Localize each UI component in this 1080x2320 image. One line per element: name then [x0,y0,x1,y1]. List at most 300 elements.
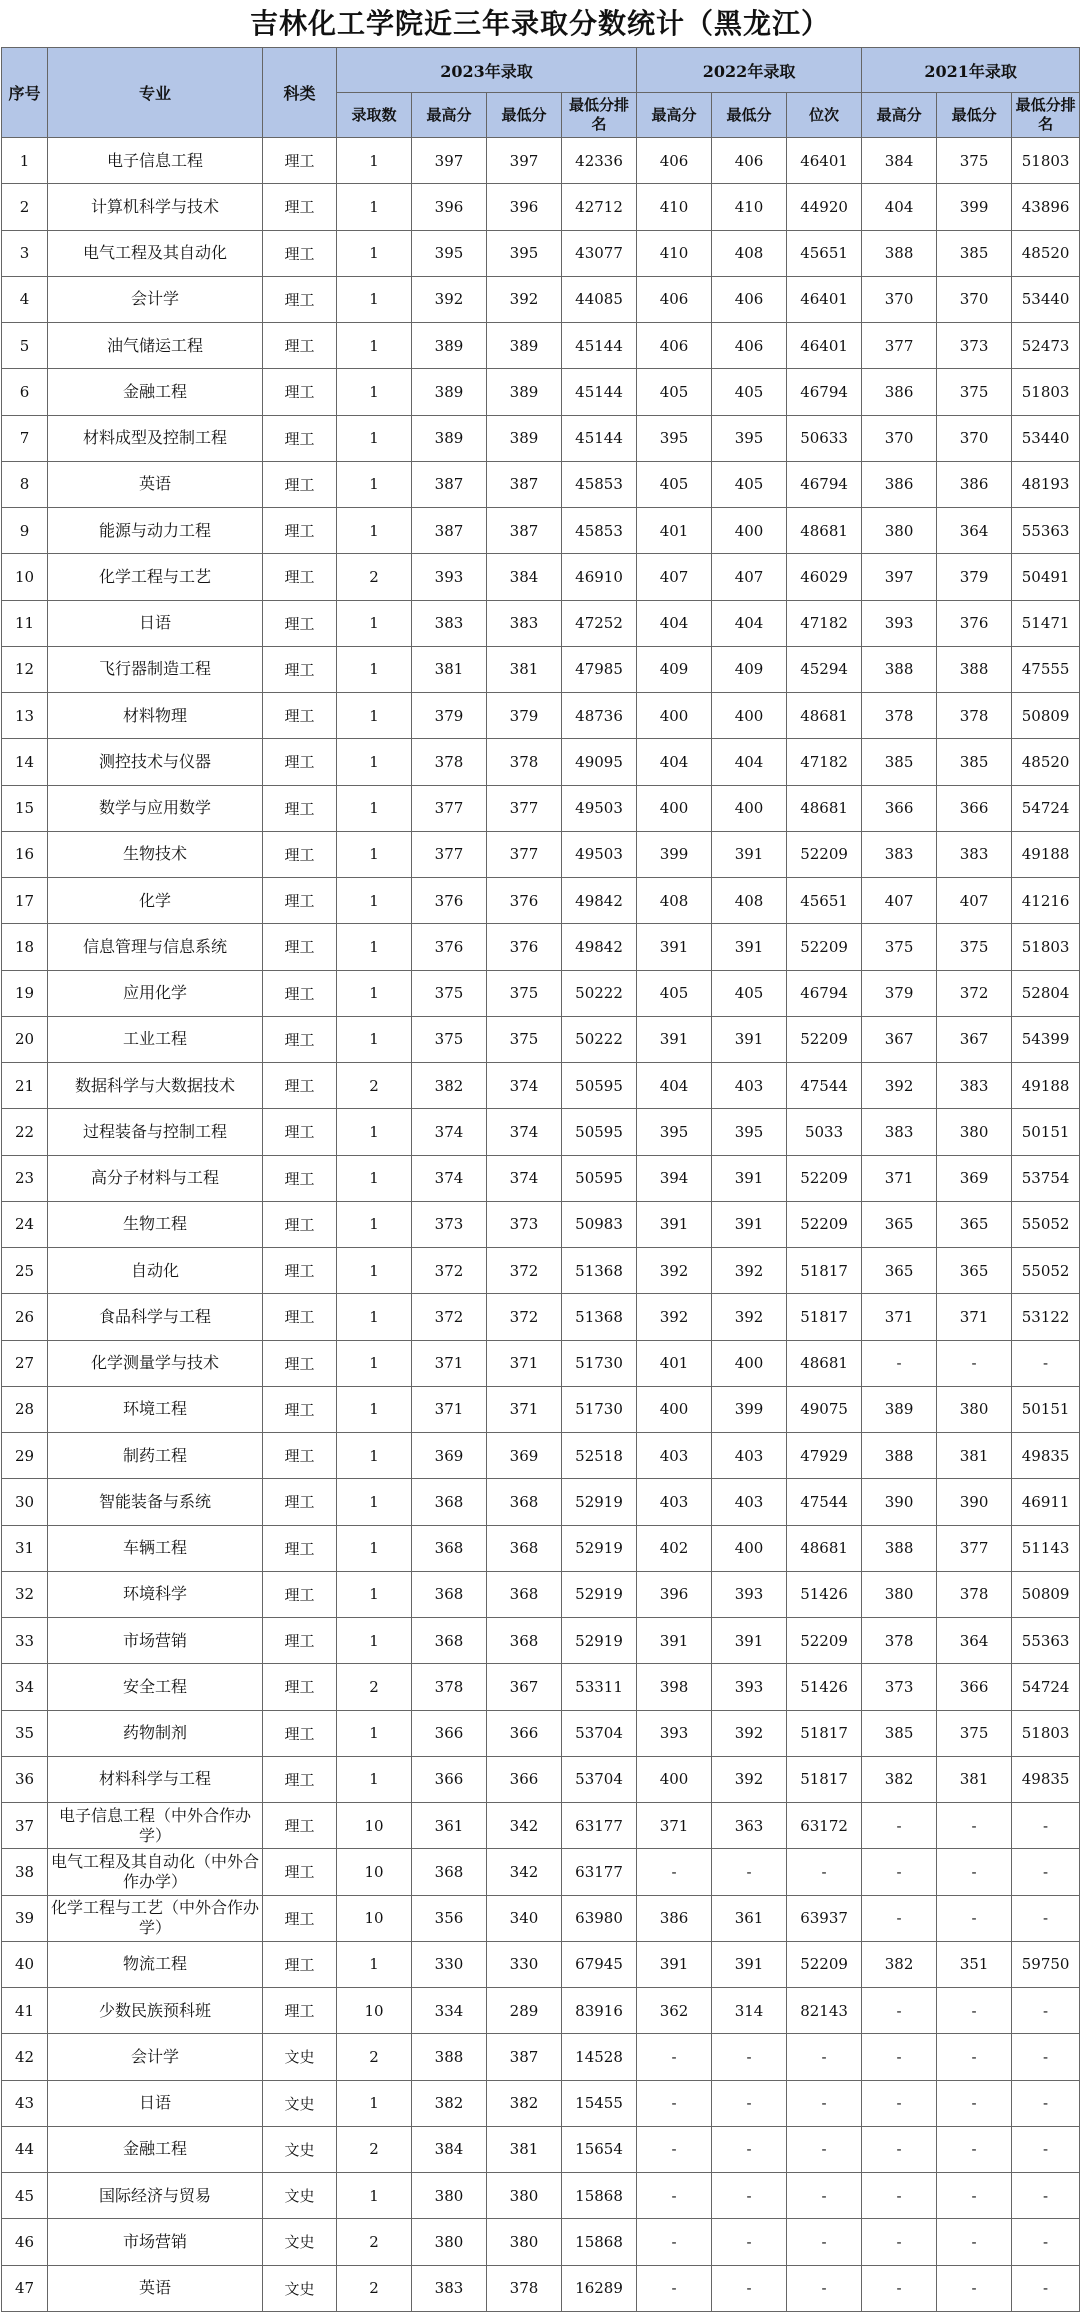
cell-2021-max: - [862,2126,937,2172]
cell-2023-count: 1 [337,1294,412,1340]
cell-2023-rank: 63980 [562,1895,637,1941]
cell-2022-rank: 51817 [787,1294,862,1340]
cell-2023-max: 375 [412,970,487,1016]
cell-2022-max: 391 [637,1941,712,1987]
cell-2023-count: 1 [337,1433,412,1479]
cell-category: 理工 [263,1201,337,1247]
cell-2021-rank: 53440 [1012,276,1080,322]
cell-2022-rank: 52209 [787,1155,862,1201]
cell-2023-max: 378 [412,1664,487,1710]
cell-2021-rank: - [1012,2173,1080,2219]
cell-2022-max: 410 [637,184,712,230]
cell-2023-max: 374 [412,1155,487,1201]
cell-2021-rank: 50809 [1012,1571,1080,1617]
cell-major: 数学与应用数学 [48,785,263,831]
cell-2021-max: 366 [862,785,937,831]
cell-2022-min: 400 [712,508,787,554]
cell-2021-max: 365 [862,1201,937,1247]
cell-2023-min: 379 [487,693,562,739]
cell-2022-rank: 51817 [787,1248,862,1294]
cell-2023-rank: 42336 [562,138,637,184]
cell-2023-min: 389 [487,369,562,415]
cell-2023-min: 375 [487,970,562,1016]
cell-2023-rank: 47985 [562,646,637,692]
cell-2022-min: 395 [712,1109,787,1155]
cell-major: 车辆工程 [48,1525,263,1571]
cell-2021-max: 397 [862,554,937,600]
cell-2023-count: 1 [337,1479,412,1525]
cell-category: 理工 [263,1294,337,1340]
cell-2021-min: 378 [937,1571,1012,1617]
cell-2021-min: - [937,1988,1012,2034]
cell-2021-min: - [937,2126,1012,2172]
cell-category: 理工 [263,508,337,554]
cell-seq: 33 [2,1618,48,1664]
table-row [2,323,1080,369]
cell-2021-rank: 55052 [1012,1248,1080,1294]
cell-major: 测控技术与仪器 [48,739,263,785]
cell-2022-rank: 46401 [787,323,862,369]
cell-2023-count: 1 [337,1155,412,1201]
cell-2022-max: 398 [637,1664,712,1710]
cell-2022-rank: 46401 [787,276,862,322]
cell-2021-max: 367 [862,1016,937,1062]
cell-2022-rank: 47182 [787,739,862,785]
cell-2023-rank: 52518 [562,1433,637,1479]
cell-2023-max: 380 [412,2219,487,2265]
cell-2021-min: - [937,2219,1012,2265]
cell-2023-max: 372 [412,1248,487,1294]
cell-2021-min: - [937,2034,1012,2080]
cell-2023-min: 372 [487,1248,562,1294]
cell-2023-max: 369 [412,1433,487,1479]
cell-seq: 18 [2,924,48,970]
cell-major: 数据科学与大数据技术 [48,1063,263,1109]
cell-2021-max: 386 [862,369,937,415]
table-row [2,1248,1080,1294]
cell-2022-min: - [712,2034,787,2080]
cell-category: 理工 [263,1386,337,1432]
cell-seq: 27 [2,1340,48,1386]
cell-2022-min: 405 [712,369,787,415]
cell-2023-min: 374 [487,1155,562,1201]
cell-2022-max: 407 [637,554,712,600]
cell-2022-min: 406 [712,138,787,184]
cell-2023-min: 371 [487,1386,562,1432]
cell-2021-max: - [862,2173,937,2219]
cell-2021-rank: 55363 [1012,1618,1080,1664]
cell-2022-min: 314 [712,1988,787,2034]
cell-2023-min: 366 [487,1710,562,1756]
cell-category: 理工 [263,924,337,970]
cell-2021-max: 371 [862,1155,937,1201]
cell-2022-min: 391 [712,831,787,877]
cell-2022-min: - [712,1849,787,1895]
cell-2021-max: - [862,1988,937,2034]
cell-2022-rank: 63937 [787,1895,862,1941]
cell-category: 理工 [263,646,337,692]
cell-2021-rank: 50491 [1012,554,1080,600]
cell-2023-count: 1 [337,1941,412,1987]
cell-2021-min: 376 [937,600,1012,646]
cell-2023-min: 368 [487,1571,562,1617]
cell-2022-max: 391 [637,924,712,970]
cell-2021-rank: 41216 [1012,878,1080,924]
cell-seq: 31 [2,1525,48,1571]
cell-2023-rank: 52919 [562,1525,637,1571]
cell-2022-max: 402 [637,1525,712,1571]
cell-2021-rank: 55363 [1012,508,1080,554]
cell-2021-max: 378 [862,1618,937,1664]
cell-category: 理工 [263,1479,337,1525]
cell-2023-rank: 51368 [562,1294,637,1340]
cell-category: 理工 [263,369,337,415]
cell-2021-rank: 53440 [1012,415,1080,461]
cell-2021-min: 375 [937,369,1012,415]
cell-seq: 34 [2,1664,48,1710]
header-2021-rank: 最低分排名 [1012,93,1080,138]
cell-major: 日语 [48,2080,263,2126]
cell-2023-count: 1 [337,924,412,970]
cell-2021-min: 375 [937,1710,1012,1756]
cell-2023-min: 382 [487,2080,562,2126]
cell-2022-min: - [712,2173,787,2219]
cell-2022-rank: 52209 [787,831,862,877]
cell-seq: 45 [2,2173,48,2219]
cell-2021-rank: 59750 [1012,1941,1080,1987]
cell-2021-max: 384 [862,138,937,184]
cell-2021-min: 383 [937,831,1012,877]
cell-2022-min: 403 [712,1063,787,1109]
table-row [2,600,1080,646]
cell-2023-rank: 15868 [562,2173,637,2219]
cell-2022-max: - [637,2034,712,2080]
cell-2022-min: 391 [712,1941,787,1987]
cell-2022-max: 394 [637,1155,712,1201]
cell-2023-count: 1 [337,1571,412,1617]
cell-major: 会计学 [48,276,263,322]
cell-2022-max: 399 [637,831,712,877]
cell-category: 理工 [263,785,337,831]
cell-seq: 5 [2,323,48,369]
cell-2021-rank: 55052 [1012,1201,1080,1247]
cell-2023-count: 1 [337,831,412,877]
header-2022-min: 最低分 [712,93,787,138]
cell-major: 应用化学 [48,970,263,1016]
cell-2023-min: 392 [487,276,562,322]
cell-2022-min: 407 [712,554,787,600]
cell-2022-min: 404 [712,739,787,785]
cell-2022-max: 386 [637,1895,712,1941]
cell-2022-max: 403 [637,1433,712,1479]
cell-2021-max: - [862,2080,937,2126]
cell-2021-rank: 50151 [1012,1386,1080,1432]
cell-2021-rank: 51143 [1012,1525,1080,1571]
cell-2023-rank: 44085 [562,276,637,322]
cell-seq: 1 [2,138,48,184]
cell-2023-rank: 45144 [562,415,637,461]
cell-2021-max: - [862,1340,937,1386]
cell-2023-min: 368 [487,1479,562,1525]
cell-2021-rank: - [1012,1988,1080,2034]
table-row [2,1664,1080,1710]
cell-category: 理工 [263,184,337,230]
cell-2023-rank: 15868 [562,2219,637,2265]
cell-2021-max: 377 [862,323,937,369]
table-row [2,230,1080,276]
cell-2023-rank: 51730 [562,1340,637,1386]
cell-2023-rank: 83916 [562,1988,637,2034]
cell-category: 理工 [263,1895,337,1941]
cell-category: 理工 [263,1756,337,1802]
cell-2021-rank: 48520 [1012,739,1080,785]
cell-2023-count: 1 [337,2080,412,2126]
header-2023-rank: 最低分排名 [562,93,637,138]
cell-major: 物流工程 [48,1941,263,1987]
cell-2021-max: 379 [862,970,937,1016]
cell-2023-max: 356 [412,1895,487,1941]
cell-2021-min: 366 [937,785,1012,831]
cell-2023-min: 389 [487,323,562,369]
cell-2022-max: 406 [637,276,712,322]
cell-2021-max: 370 [862,415,937,461]
table-row [2,1294,1080,1340]
cell-seq: 24 [2,1201,48,1247]
cell-2021-max: 388 [862,1525,937,1571]
cell-2023-rank: 50983 [562,1201,637,1247]
cell-category: 理工 [263,1016,337,1062]
cell-2023-count: 1 [337,646,412,692]
cell-2023-min: 342 [487,1803,562,1849]
cell-2023-rank: 50595 [562,1109,637,1155]
cell-2021-min: 370 [937,276,1012,322]
header-2023-count: 录取数 [337,93,412,138]
cell-2023-rank: 43077 [562,230,637,276]
cell-2023-count: 1 [337,415,412,461]
cell-major: 市场营销 [48,2219,263,2265]
cell-major: 化学工程与工艺（中外合作办学） [48,1895,263,1941]
cell-2021-min: - [937,1849,1012,1895]
cell-2021-min: 390 [937,1479,1012,1525]
cell-2022-rank: 45651 [787,878,862,924]
cell-2023-rank: 15455 [562,2080,637,2126]
cell-2022-min: 403 [712,1433,787,1479]
header-2022: 2022年录取 [637,48,862,93]
cell-2021-min: 378 [937,693,1012,739]
cell-2023-rank: 14528 [562,2034,637,2080]
cell-major: 安全工程 [48,1664,263,1710]
cell-2023-rank: 50595 [562,1155,637,1201]
cell-major: 药物制剂 [48,1710,263,1756]
cell-2021-min: - [937,2080,1012,2126]
cell-2021-min: 365 [937,1248,1012,1294]
cell-2021-rank: 51803 [1012,1710,1080,1756]
cell-2021-rank: 51803 [1012,924,1080,970]
cell-category: 理工 [263,276,337,322]
cell-major: 生物技术 [48,831,263,877]
cell-2021-rank: - [1012,2080,1080,2126]
cell-2022-rank: 52209 [787,924,862,970]
cell-2021-max: 383 [862,1109,937,1155]
cell-2021-max: 388 [862,230,937,276]
cell-2021-min: 377 [937,1525,1012,1571]
cell-2021-max: 380 [862,1571,937,1617]
cell-2021-rank: 51803 [1012,369,1080,415]
cell-2021-rank: - [1012,1340,1080,1386]
cell-category: 理工 [263,693,337,739]
cell-2022-min: 392 [712,1294,787,1340]
cell-category: 文史 [263,2126,337,2172]
cell-2022-max: 392 [637,1248,712,1294]
cell-seq: 29 [2,1433,48,1479]
cell-2021-max: 389 [862,1386,937,1432]
cell-major: 工业工程 [48,1016,263,1062]
cell-category: 理工 [263,1803,337,1849]
cell-2023-min: 397 [487,138,562,184]
table-row [2,2126,1080,2172]
cell-category: 理工 [263,1988,337,2034]
cell-2022-max: 391 [637,1618,712,1664]
cell-2023-count: 1 [337,1525,412,1571]
table-row [2,878,1080,924]
cell-2021-min: 369 [937,1155,1012,1201]
cell-seq: 46 [2,2219,48,2265]
cell-major: 金融工程 [48,369,263,415]
cell-major: 电子信息工程（中外合作办学） [48,1803,263,1849]
cell-2023-count: 1 [337,138,412,184]
cell-category: 理工 [263,1849,337,1895]
table-row [2,1710,1080,1756]
cell-major: 高分子材料与工程 [48,1155,263,1201]
cell-2022-min: 395 [712,415,787,461]
cell-major: 能源与动力工程 [48,508,263,554]
cell-2023-min: 376 [487,924,562,970]
cell-2023-max: 393 [412,554,487,600]
cell-major: 电气工程及其自动化（中外合作办学） [48,1849,263,1895]
cell-2021-rank: 54399 [1012,1016,1080,1062]
cell-major: 计算机科学与技术 [48,184,263,230]
cell-major: 金融工程 [48,2126,263,2172]
cell-2022-max: 371 [637,1803,712,1849]
table-header [2,48,1080,138]
cell-2023-count: 1 [337,1618,412,1664]
cell-2021-min: 383 [937,1063,1012,1109]
cell-seq: 42 [2,2034,48,2080]
table-row [2,184,1080,230]
cell-2023-rank: 15654 [562,2126,637,2172]
cell-category: 理工 [263,1433,337,1479]
cell-2023-min: 368 [487,1525,562,1571]
cell-2023-count: 2 [337,2126,412,2172]
cell-major: 材料科学与工程 [48,1756,263,1802]
cell-major: 自动化 [48,1248,263,1294]
cell-2022-max: 400 [637,693,712,739]
cell-2023-max: 397 [412,138,487,184]
cell-2021-rank: 52804 [1012,970,1080,1016]
cell-2022-max: 391 [637,1201,712,1247]
cell-2021-min: 367 [937,1016,1012,1062]
cell-major: 油气储运工程 [48,323,263,369]
cell-2021-rank: 51471 [1012,600,1080,646]
cell-2021-min: 366 [937,1664,1012,1710]
cell-2023-count: 1 [337,600,412,646]
cell-2023-rank: 49503 [562,785,637,831]
cell-2022-min: 406 [712,323,787,369]
cell-2022-max: 403 [637,1479,712,1525]
table-row [2,1988,1080,2034]
cell-2021-rank: 49188 [1012,831,1080,877]
table-row [2,508,1080,554]
cell-2022-min: 363 [712,1803,787,1849]
cell-2023-count: 1 [337,1386,412,1432]
cell-2021-max: - [862,1849,937,1895]
cell-2022-rank: 52209 [787,1016,862,1062]
cell-2023-max: 376 [412,924,487,970]
cell-2021-min: 381 [937,1433,1012,1479]
cell-2022-rank: 52209 [787,1618,862,1664]
cell-2021-min: 372 [937,970,1012,1016]
cell-seq: 40 [2,1941,48,1987]
cell-2023-max: 387 [412,461,487,507]
cell-2022-min: 410 [712,184,787,230]
cell-seq: 37 [2,1803,48,1849]
cell-2021-min: - [937,1895,1012,1941]
cell-2023-max: 371 [412,1340,487,1386]
cell-2021-rank: - [1012,1895,1080,1941]
cell-2022-max: 393 [637,1710,712,1756]
cell-major: 环境工程 [48,1386,263,1432]
cell-2022-max: - [637,2126,712,2172]
cell-2021-min: 351 [937,1941,1012,1987]
cell-2022-max: 405 [637,369,712,415]
cell-2023-min: 375 [487,1016,562,1062]
cell-2023-count: 2 [337,1063,412,1109]
cell-major: 材料成型及控制工程 [48,415,263,461]
cell-2021-min: 371 [937,1294,1012,1340]
cell-2021-max: 407 [862,878,937,924]
cell-2021-max: - [862,2034,937,2080]
cell-seq: 21 [2,1063,48,1109]
cell-2022-rank: 45651 [787,230,862,276]
cell-2023-count: 2 [337,2034,412,2080]
cell-2022-max: - [637,2173,712,2219]
cell-2023-rank: 47252 [562,600,637,646]
cell-2023-min: 342 [487,1849,562,1895]
cell-2023-min: 289 [487,1988,562,2034]
cell-2023-max: 377 [412,785,487,831]
table-row [2,1895,1080,1941]
table-row [2,1063,1080,1109]
cell-2022-rank: 46401 [787,138,862,184]
cell-2023-rank: 45853 [562,508,637,554]
cell-2023-max: 380 [412,2173,487,2219]
cell-2021-min: - [937,2265,1012,2311]
cell-seq: 13 [2,693,48,739]
cell-2022-rank: 47182 [787,600,862,646]
header-seq: 序号 [2,48,48,138]
table-row [2,1571,1080,1617]
cell-2021-rank: 52473 [1012,323,1080,369]
cell-2021-max: 380 [862,508,937,554]
cell-2023-min: 374 [487,1109,562,1155]
cell-2022-rank: - [787,1849,862,1895]
cell-2023-count: 1 [337,461,412,507]
cell-2022-rank: 47544 [787,1063,862,1109]
cell-2021-rank: 46911 [1012,1479,1080,1525]
cell-2021-min: 373 [937,323,1012,369]
table-row [2,2080,1080,2126]
cell-2021-rank: 49835 [1012,1756,1080,1802]
